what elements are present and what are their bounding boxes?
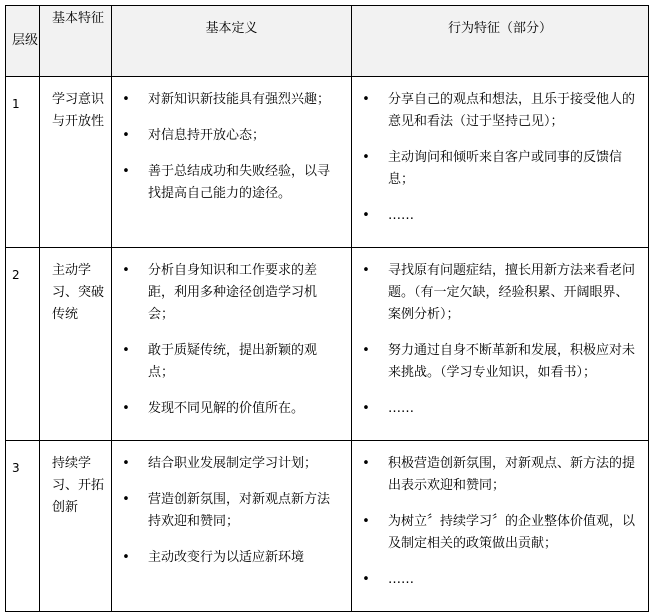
behavior-list (360, 89, 638, 227)
list-item-text: 积极营造创新氛围，对新观点、新方法的提出表示欢迎和赞同； (388, 456, 636, 493)
list-item (360, 205, 638, 227)
row-definition-cell (112, 248, 352, 441)
list-item-text: 发现不同见解的价值所在。 (148, 401, 305, 416)
bullet-icon: • (122, 456, 130, 471)
bullet-icon: • (122, 92, 130, 107)
header-row (6, 6, 649, 77)
competency-table (5, 5, 649, 612)
list-item-text: 对信息持开放心态； (148, 128, 266, 143)
list-item (360, 398, 638, 420)
row-behavior-cell (352, 77, 649, 248)
row-feature-name (40, 77, 112, 248)
list-item (120, 547, 341, 569)
list-item (360, 511, 638, 555)
bullet-icon: • (362, 150, 370, 165)
row-feature-name (40, 248, 112, 441)
bullet-icon: • (362, 263, 370, 278)
behavior-list (360, 453, 638, 591)
header-definition: 基本定义 (112, 6, 352, 77)
row-level: 2 (6, 248, 40, 441)
header-level: 层级 (6, 6, 40, 77)
list-item-text: …… (388, 208, 414, 223)
bullet-icon: • (362, 401, 370, 416)
row-behavior-cell (352, 441, 649, 612)
list-item (360, 147, 638, 191)
list-item-text: 主动改变行为以适应新环境 (148, 550, 305, 565)
list-item (120, 489, 341, 533)
bullet-icon: • (122, 550, 130, 565)
list-item-text: 分享自己的观点和想法，且乐于接受他人的意见和看法（过于坚持己见）； (388, 92, 636, 129)
bullet-icon: • (362, 92, 370, 107)
list-item-text: 营造创新氛围，对新观点新方法持欢迎和赞同； (148, 492, 331, 529)
list-item-text: 为树立〞持续学习〞的企业整体价值观，以及制定相关的政策做出贡献； (388, 514, 636, 551)
row-level: 1 (6, 77, 40, 248)
bullet-icon: • (122, 128, 130, 143)
list-item-text: 结合职业发展制定学习计划； (148, 456, 318, 471)
table-row (6, 77, 649, 248)
bullet-icon: • (362, 208, 370, 223)
list-item-text: 主动询问和倾听来自客户或同事的反馈信息； (388, 150, 623, 187)
list-item-text: 分析自身知识和工作要求的差距，利用多种途径创造学习机会； (148, 263, 318, 322)
bullet-icon: • (122, 343, 130, 358)
row-definition-cell (112, 77, 352, 248)
bullet-icon: • (122, 164, 130, 179)
list-item (360, 340, 638, 384)
list-item (120, 89, 341, 111)
definition-list (120, 89, 341, 205)
bullet-icon: • (362, 456, 370, 471)
header-name: 基本特征 (40, 6, 112, 77)
list-item (120, 125, 341, 147)
list-item-text: 努力通过自身不断革新和发展，积极应对未来挑战。（学习专业知识，如看书）； (388, 343, 636, 380)
list-item (120, 260, 341, 326)
row-level: 3 (6, 441, 40, 612)
table-row (6, 441, 649, 612)
list-item (120, 398, 341, 420)
definition-list (120, 260, 341, 420)
list-item (120, 161, 341, 205)
bullet-icon: • (362, 514, 370, 529)
row-behavior-cell (352, 248, 649, 441)
list-item-text: 敢于质疑传统，提出新颖的观点； (148, 343, 318, 380)
list-item-text: 寻找原有问题症结，擅长用新方法来看老问题。（有一定欠缺，经验积累、开阔眼界、案例分析）； (388, 263, 636, 322)
feature-name-text: 主动学习、突破传统 (52, 263, 105, 322)
feature-name-text: 持续学习、开拓创新 (52, 456, 105, 515)
list-item-text: …… (388, 572, 414, 587)
bullet-icon: • (362, 343, 370, 358)
bullet-icon: • (122, 263, 130, 278)
list-item (120, 453, 341, 475)
header-behavior: 行为特征（部分） (352, 6, 649, 77)
table-row (6, 248, 649, 441)
list-item (360, 453, 638, 497)
definition-list (120, 453, 341, 569)
bullet-icon: • (362, 572, 370, 587)
feature-name-text: 学习意识与开放性 (52, 92, 105, 129)
list-item (360, 89, 638, 133)
behavior-list (360, 260, 638, 420)
list-item-text: …… (388, 401, 414, 416)
list-item (360, 260, 638, 326)
list-item-text: 善于总结成功和失败经验，以寻找提高自己能力的途径。 (148, 164, 331, 201)
list-item-text: 对新知识新技能具有强烈兴趣； (148, 92, 331, 107)
row-feature-name (40, 441, 112, 612)
list-item (360, 569, 638, 591)
list-item (120, 340, 341, 384)
bullet-icon: • (122, 492, 130, 507)
bullet-icon: • (122, 401, 130, 416)
row-definition-cell (112, 441, 352, 612)
